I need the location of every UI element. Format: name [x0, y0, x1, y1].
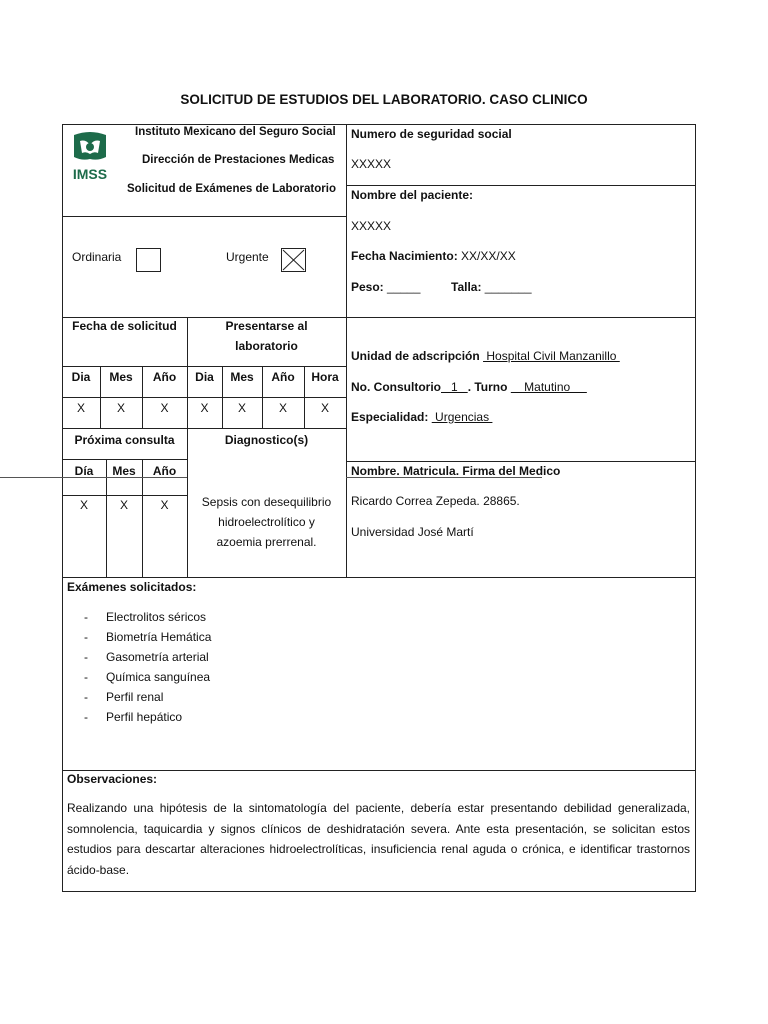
office-label: No. Consultorio [351, 380, 441, 394]
nss-value: XXXXX [351, 157, 392, 171]
list-item: - Perfil renal [84, 690, 164, 704]
weight-label: Peso: [351, 280, 384, 294]
divider [62, 495, 187, 496]
diagnosis-line: hidroelectrolítico y [218, 515, 315, 529]
next-date-value: X [160, 498, 169, 512]
observations-text: Realizando una hipótesis de la sintomatología del paciente, debería estar presentando debilidad generalizada, somnolencia, taquicardia y signos clínicos de deshidratación severa. Ante esta presentación, se solicitan estos estudios para descartar alteraciones hidroelectrolíticas, insuficiencia renal aguda o crónica, e identificar trastornos ácido-base. [67, 801, 690, 877]
ordinary-checkbox[interactable] [136, 248, 161, 272]
divider [62, 770, 696, 771]
direction-name: Dirección de Prestaciones Medicas [142, 154, 335, 166]
doctor-label: Nombre. Matricula. Firma del Medico [351, 464, 561, 478]
institution-name: Instituto Mexicano del Seguro Social [135, 126, 336, 138]
divider [62, 317, 696, 318]
col-dia: Dia [195, 370, 214, 384]
date-value: X [320, 401, 329, 415]
exam-name: Química sanguínea [106, 670, 211, 684]
date-value: X [116, 401, 125, 415]
exam-name: Gasometría arterial [106, 650, 209, 664]
list-item: - Gasometría arterial [84, 650, 209, 664]
weight [351, 280, 420, 294]
patient-name-value: XXXXX [351, 219, 392, 233]
next-consult-label: Próxima consulta [74, 433, 175, 447]
col-anio: Año [271, 370, 295, 384]
col-mes: Mes [230, 370, 254, 384]
next-date-value: X [79, 498, 88, 512]
office-shift [351, 380, 587, 394]
list-item: - Biometría Hemática [84, 630, 212, 644]
date-value: X [160, 401, 169, 415]
next-col-mes: Mes [112, 464, 136, 478]
check-x-icon [282, 249, 305, 271]
divider [62, 216, 346, 217]
nss-label: Numero de seguridad social [351, 127, 512, 141]
birth-value: XX/XX/XX [461, 249, 516, 263]
divider [346, 124, 347, 578]
date-value: X [76, 401, 85, 415]
specialty [351, 410, 492, 424]
birth-date [351, 249, 516, 263]
list-item: - Perfil hepático [84, 710, 183, 724]
exam-name: Biometría Hemática [106, 630, 212, 644]
specialty-value: Urgencias [431, 410, 493, 424]
diagnosis-label: Diagnostico(s) [224, 433, 309, 447]
col-hora: Hora [311, 370, 339, 384]
divider [62, 577, 696, 578]
divider [62, 459, 187, 460]
date-value: X [200, 401, 209, 415]
adscription-label: Unidad de adscripción [351, 349, 480, 363]
exam-name: Perfil renal [106, 690, 164, 704]
adscription [351, 349, 620, 363]
exams-label: Exámenes solicitados: [67, 580, 197, 594]
divider [346, 185, 696, 186]
list-item: - Electrolitos séricos [84, 610, 207, 624]
patient-name-label: Nombre del paciente: [351, 188, 474, 202]
form-name: Solicitud de Exámenes de Laboratorio [127, 183, 336, 195]
date-value: X [237, 401, 246, 415]
height [451, 280, 532, 294]
ordinary-label: Ordinaria [72, 250, 122, 264]
request-date-label: Fecha de solicitud [72, 319, 177, 333]
observations-label: Observaciones: [67, 772, 158, 786]
divider [62, 428, 346, 429]
urgent-checkbox[interactable] [281, 248, 306, 272]
weight-value: _____ [387, 280, 421, 294]
specialty-label: Especialidad: [351, 410, 429, 424]
logo-text: IMSS [72, 166, 108, 182]
doctor-name: Ricardo Correa Zepeda. 28865. [351, 494, 520, 508]
adscription-value: Hospital Civil Manzanillo [483, 349, 620, 363]
height-label: Talla: [451, 280, 482, 294]
office-value: 1 [441, 380, 468, 394]
divider [346, 461, 696, 462]
next-date-value: X [119, 498, 128, 512]
diagnosis-line: Sepsis con desequilibrio [201, 495, 332, 509]
exam-name: Perfil hepático [106, 710, 183, 724]
exam-name: Electrolitos séricos [106, 610, 207, 624]
date-value: X [278, 401, 287, 415]
exams-list [84, 607, 211, 727]
next-col-dia: Día [74, 464, 94, 478]
imss-logo-icon [68, 129, 112, 183]
col-mes: Mes [109, 370, 133, 384]
present-label-2: laboratorio [235, 339, 298, 353]
next-col-anio: Año [152, 464, 177, 478]
shift-value: Matutino [510, 380, 587, 394]
col-dia: Dia [71, 370, 91, 384]
doctor-university: Universidad José Martí [351, 525, 474, 539]
diagnosis-line: azoemia prerrenal. [216, 535, 317, 549]
birth-label: Fecha Nacimiento: [351, 249, 458, 263]
list-item: - Química sanguínea [84, 670, 211, 684]
col-anio: Año [152, 370, 177, 384]
present-label-1: Presentarse al [225, 319, 308, 333]
page-title: SOLICITUD DE ESTUDIOS DEL LABORATORIO. CASO CLINICO [180, 92, 588, 107]
urgent-label: Urgente [226, 250, 269, 264]
height-value: _______ [484, 280, 532, 294]
shift-label: . Turno [467, 380, 508, 394]
